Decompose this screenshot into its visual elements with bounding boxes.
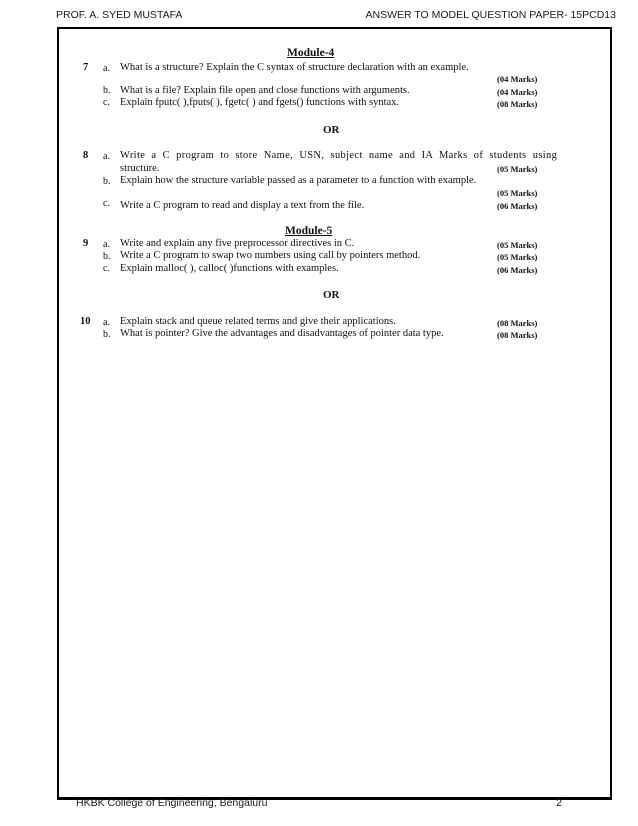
q7c-label: c. [103,97,110,108]
q9c-marks: (06 Marks) [497,265,538,275]
q9c-label: c. [103,263,110,274]
q8c-text: Write a C program to read and display a text from the file. [120,200,365,211]
q10b-marks: (08 Marks) [497,330,538,340]
q9b-text: Write a C program to swap two numbers using call by pointers method. [120,250,421,261]
module-4-title: Module-4 [287,47,335,59]
footer-college: HKBK College of Engineering, Bengaluru [76,797,268,809]
question-9-number: 9 [83,238,89,249]
q10b-text: What is pointer? Give the advantages and disadvantages of pointer data type. [120,328,444,339]
q8c-marks: (06 Marks) [497,201,538,211]
q9b-label: b. [103,251,111,262]
or-separator-2: OR [323,289,340,301]
q10b-label: b. [103,329,111,340]
q7b-marks: (04 Marks) [497,87,538,97]
header-title: ANSWER TO MODEL QUESTION PAPER- 15PCD13 [365,9,616,21]
q7a-label: a. [103,63,110,74]
q10a-marks: (08 Marks) [497,318,538,328]
q8a-text-line1: Write a C program to store Name, USN, subject name and IA Marks of students using [120,150,558,161]
q7c-marks: (08 Marks) [497,99,538,109]
q9a-marks: (05 Marks) [497,240,538,250]
q7a-text: What is a structure? Explain the C syntax of structure declaration with an example. [120,62,469,73]
or-separator-1: OR [323,124,340,136]
q9b-marks: (05 Marks) [497,252,538,262]
q7a-marks: (04 Marks) [497,74,538,84]
q9c-text: Explain malloc( ), calloc( )functions with examples. [120,263,339,274]
q8c-label: c. [103,198,110,209]
q8b-text: Explain how the structure variable passed as a parameter to a function with example. [120,175,477,186]
question-10-number: 10 [80,316,91,327]
q8b-label: b. [103,176,111,187]
q9a-text: Write and explain any five preprocessor directives in C. [120,238,355,249]
q7c-text: Explain fputc( ),fputs( ), fgetc( ) and fgets() functions with syntax. [120,97,400,108]
question-8-number: 8 [83,150,89,161]
page-number: 2 [556,797,562,809]
page-border [57,27,612,799]
q8b-marks: (05 Marks) [497,188,538,198]
module-5-title: Module-5 [285,225,333,237]
q10a-text: Explain stack and queue related terms and give their applications. [120,316,396,327]
question-7-number: 7 [83,62,89,73]
q10a-label: a. [103,317,110,328]
header-author: PROF. A. SYED MUSTAFA [56,9,183,21]
q9a-label: a. [103,239,110,250]
q7b-label: b. [103,85,111,96]
q7b-text: What is a file? Explain file open and close functions with arguments. [120,85,410,96]
q8a-label: a. [103,151,110,162]
q8a-marks: (05 Marks) [497,164,538,174]
q8a-text-line2: structure. [120,163,160,174]
